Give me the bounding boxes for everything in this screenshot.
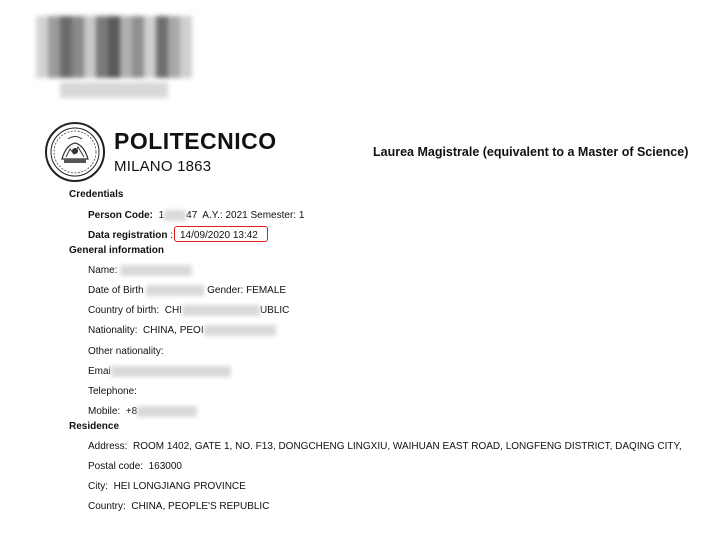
mosaic-stripe — [144, 16, 156, 78]
mosaic-stripe — [168, 16, 180, 78]
mosaic-stripe — [48, 16, 60, 78]
semester-label: Semester: — [250, 210, 297, 222]
degree-title: Laurea Magistrale (equivalent to a Master of Science) — [373, 145, 689, 159]
person-code-prefix: 1 — [158, 210, 165, 222]
email-label: Emai — [88, 366, 111, 378]
telephone-row — [88, 386, 137, 397]
name-row — [88, 265, 192, 276]
country-value: CHINA, PEOPLE'S REPUBLIC — [131, 501, 270, 512]
redacted-country-birth — [182, 305, 260, 316]
mosaic-stripe — [36, 16, 48, 78]
nationality-value: CHINA, PEOI — [143, 325, 204, 337]
mosaic-stripe — [108, 16, 120, 78]
nationality-row — [88, 325, 276, 336]
redacted-header-subline — [60, 82, 168, 98]
address-value: ROOM 1402, GATE 1, NO. F13, DONGCHENG LINGXIU, WAIHUAN EAST ROAD, LONGFENG DISTRICT, DAQING CITY, — [133, 441, 682, 452]
section-credentials: Credentials — [69, 189, 124, 200]
postal-label: Postal code: — [88, 461, 144, 472]
mobile-label: Mobile: — [88, 406, 121, 418]
redacted-mobile — [137, 406, 197, 417]
ay-label: A.Y.: — [202, 210, 223, 222]
dob-label: Date of Birth — [88, 285, 144, 297]
mosaic-stripe — [132, 16, 144, 78]
registration-row: Data registration : — [88, 230, 174, 241]
redacted-email — [111, 366, 231, 377]
ay-value: 2021 — [225, 210, 248, 222]
mosaic-stripe — [60, 16, 72, 78]
gender-label: Gender: — [207, 285, 244, 297]
country-birth-row — [88, 305, 289, 316]
section-general-information: General information — [69, 245, 165, 256]
nationality-label: Nationality: — [88, 325, 138, 337]
country-label: Country: — [88, 501, 126, 512]
mobile-row — [88, 406, 197, 417]
address-label: Address: — [88, 441, 128, 452]
logo-name: POLITECNICO — [114, 128, 277, 154]
redacted-header-mosaic — [36, 16, 192, 78]
mosaic-stripe — [180, 16, 192, 78]
university-logo — [44, 121, 277, 183]
country-birth-label: Country of birth: — [88, 305, 160, 317]
person-code-label: Person Code: — [88, 210, 154, 222]
country-row — [88, 501, 269, 512]
mosaic-stripe — [96, 16, 108, 78]
redacted-dob — [146, 285, 204, 296]
person-code-suffix: 47 — [186, 210, 198, 222]
city-row — [88, 481, 246, 492]
postal-value: 163000 — [148, 461, 182, 472]
dob-row — [88, 285, 286, 296]
mosaic-stripe — [156, 16, 168, 78]
other-nationality-row — [88, 346, 164, 357]
semester-value: 1 — [298, 210, 305, 222]
section-residence: Residence — [69, 421, 120, 432]
gender-value: FEMALE — [246, 285, 287, 297]
mobile-prefix: +8 — [125, 406, 138, 418]
city-label: City: — [88, 481, 108, 492]
logo-city: MILANO 1863 — [114, 158, 212, 175]
country-birth-start: CHI — [164, 305, 182, 317]
other-nationality-label: Other nationality: — [88, 346, 164, 357]
redacted-nationality — [204, 325, 276, 336]
name-label: Name: — [88, 265, 118, 277]
mosaic-stripe — [84, 16, 96, 78]
mosaic-stripe — [120, 16, 132, 78]
telephone-label: Telephone: — [88, 386, 137, 397]
email-row — [88, 366, 231, 377]
address-row — [88, 441, 682, 452]
mosaic-stripe — [72, 16, 84, 78]
registration-value: 14/09/2020 13:42 — [180, 230, 258, 241]
redacted-person-code — [164, 210, 186, 221]
registration-label: Data registration — [88, 230, 168, 241]
postal-row — [88, 461, 182, 472]
country-birth-end: UBLIC — [259, 305, 290, 317]
redacted-name — [120, 265, 192, 276]
city-value: HEI LONGJIANG PROVINCE — [113, 481, 246, 492]
politecnico-seal-icon — [44, 121, 106, 183]
person-code-row — [88, 210, 304, 221]
